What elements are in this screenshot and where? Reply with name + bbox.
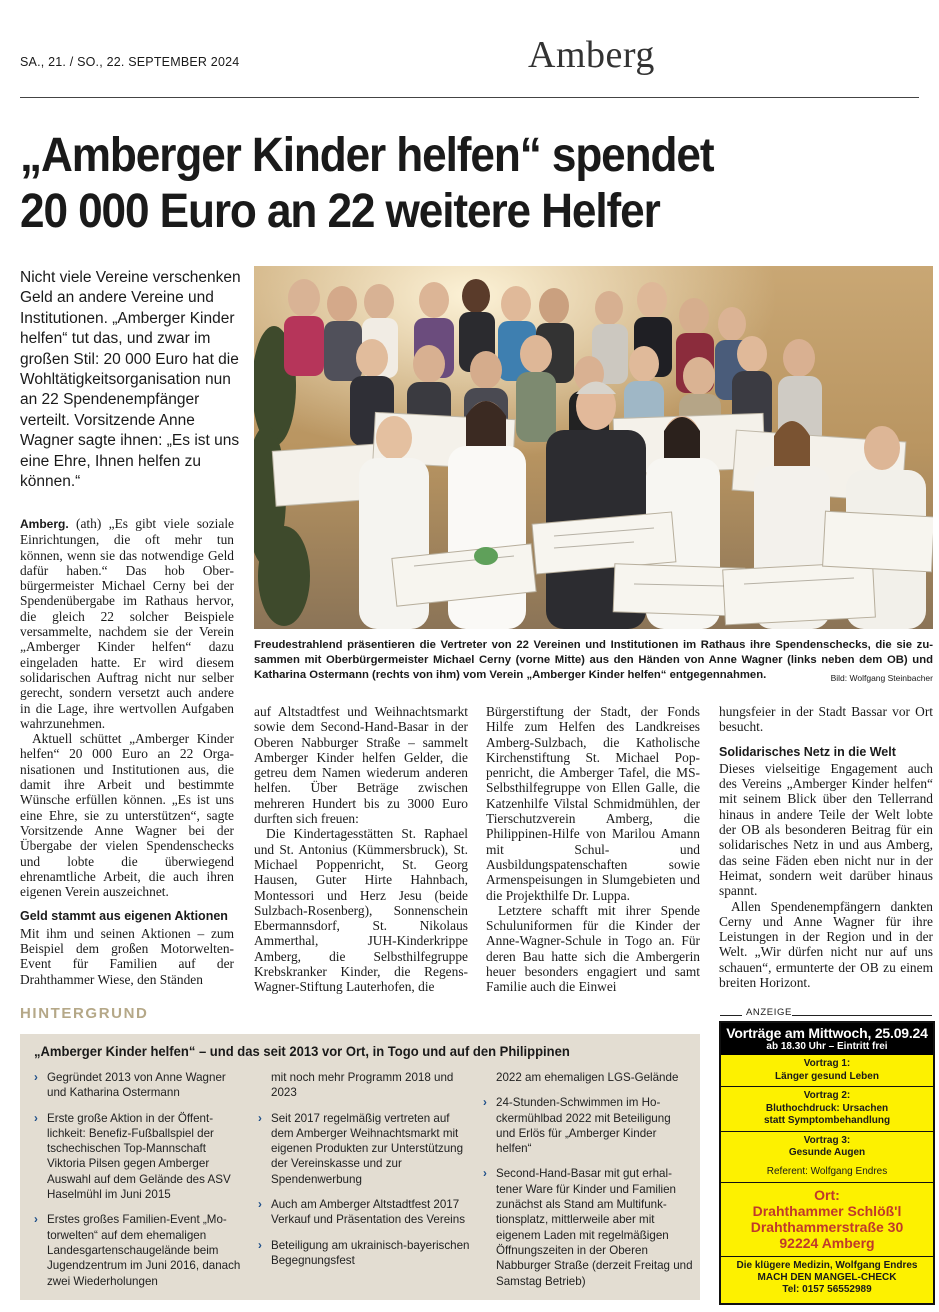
arrow-icon: › [258,1238,262,1252]
lead-paragraph: Nicht viele Vereine verschenken Geld an andere Vereine und Institutionen. „Amberger Kinder helfen“ tut das, und zwar im großen Stil: 20 000 Euro hat die Wohltätigkeitsorganisation nun an 22 Spendenempfänger verteilt. Vorsitzende Anne Wagner sagte ihnen: „Es ist uns eine Ehre, Ihnen helfen zu können.“ [20,269,241,491]
arrow-icon: › [34,1213,38,1227]
list-item: › Beteiligung am ukrainisch-bayerischen Begegnungsfest [258,1238,470,1267]
ad-talk-1: Vortrag 1: Länger gesund Leben [721,1055,933,1087]
article-paragraph: Aktuell schüttet „Amberger Kinder helfen“ 20 000 Euro an 22 Organisationen und Institutionen aus, die damit ihre Arbeit und bestimmte Wünsche erfüllen können. „Es ist uns eine Ehre, sie zu unterstützen“, sagte Vorsitzende Anne Wagner bei der Übergabe der vielen Spendenschecks und lobte die überwiegend ehrenamtliche Arbeit, die auch ihren eigenen Verein auszeichnet. [20,731,234,900]
headline-line-2: 20 000 Euro an 22 weitere Helfer [20,185,660,238]
arrow-icon: › [258,1198,262,1212]
header-divider [20,97,919,98]
list-item: › Erste große Aktion in der Öffentlichkeit: Benefiz-Fußballspiel der tschechischen Top-Mannschaft Viktoria Pilsen gegen Amberger Auswahl auf dem Gelände des ASV Haselmühl im Juni 2015 [34,1111,231,1202]
ad-title: Vorträge am Mittwoch, 25.09.24 [726,1025,928,1041]
issue-date: SA., 21. / SO., 22. SEPTEMBER 2024 [20,55,240,69]
list-item-continued: mit noch mehr Programm 2018 und 2023 [271,1071,454,1100]
list-item-continued: 2022 am ehemaligen LGS-Gelände [496,1071,679,1084]
article-paragraph: hungsfeier in der Stadt Bassar vor Ort besucht. [719,704,933,735]
ad-talk-3: Vortrag 3: Gesunde Augen [788,1134,866,1158]
list-item: › 24-Stunden-Schwimmen im Hockermühlbad 2022 mit Beteiligung und Erlös für „Amberger Kinder helfen“ [483,1096,671,1156]
ad-location: Ort: Drahthammer Schlöß'l Drahthammerstraße 30 92224 Amberg [721,1183,933,1257]
section-title: Amberg [528,34,655,76]
list-item: › Second-Hand-Basar mit gut erhaltener Ware für Kinder und Familien zunächst als Stand am Multifunktionsplatz, mittlerweile aber mit eigenem Laden mit regelmäßigen Öffnungszeiten in der Oberen Nabburger Straße (derzeit Freitag und Samstag Betrieb) [483,1167,693,1288]
photo-caption [254,638,933,686]
hintergrund-column-1 [34,1070,244,1299]
ad-label-rule [792,1015,932,1016]
ad-phone: Tel: 0157 56552989 [782,1283,872,1295]
article-paragraph: Mit ihm und seinen Aktionen – zum Beispiel dem großen Motorwelten-Event für Familien auf der Drahthammer Wiese, den Ständen [20,925,234,987]
article-paragraph: Die Kindertagesstätten St. Raphael und St. Antonius (Kümmersbruck), St. Michael Poppenricht, St. Georg Hausen, Guter Hirte Hahnbach, Montessori und Herz Jesu (beide Sulzbach-Rosenberg), Sonnenschein Ebermannsdorf, St. Nikolaus Ammerthal, JUH-Kinderkrippe Amberg, die Selbsthilfegruppe Krebskranker Kinder, die Regens-Wagner-Stiftung Lauterhofen, die [254,826,468,995]
hintergrund-column-3 [483,1070,693,1299]
list-item: › Gegründet 2013 von Anne Wagner und Katharina Ostermann [34,1071,226,1100]
article-paragraph: Bürgerstiftung der Stadt, der Fonds Hilfe zum Helfen des Landkreises Amberg-Sulzbach, die Katholische Kirchenstiftung St. Michael Poppenricht, die Amberger Tafel, die MS-Selbsthilfegruppe von Ellen Galle, die Katzenhilfe Vilstal Schmidmühlen, der Tierschutzverein Amberg, die Philippinen-Hilfe von Marilou Amann mit Schul- und Ausbildungspatenschaften sowie Armenspeisungen in Slumgebieten und die Projekthilfe Dr. Luppa. [486,704,700,903]
article-paragraph: auf Altstadtfest und Weihnachtsmarkt sowie dem Second-Hand-Basar in der Oberen Nabburger Straße – sammelt Amberger Kinder helfen Gelder, die getreu dem Namen wiederum anderen helfen. Über Beträge zwischen mehreren Hundert bis zu 3000 Euro durften sich freuen: [254,704,468,827]
subheading: Solidarisches Netz in die Welt [719,744,896,759]
article-column-1 [20,516,234,987]
article-paragraph: Allen Spendenempfängern dankten Cerny und Anne Wagner für ihre Leistungen in der Region und in der Welt. „Wir dürfen nicht nur auf uns schauen“, ermunterte der OB zu einem breiten Horizont. [719,898,933,991]
list-item: › Auch am Amberger Altstadtfest 2017 Verkauf und Präsentation des Vereins [258,1198,466,1227]
ad-label-rule [720,1015,742,1016]
headline [20,128,848,240]
ad-talk-2: Vortrag 2: Bluthochdruck: Ursachen statt Symptombehandlung [721,1087,933,1132]
hintergrund-title: „Amberger Kinder helfen“ – und das seit 2013 vor Ort, in Togo und auf den Philippinen [34,1043,570,1059]
ad-label: ANZEIGE [746,1007,792,1018]
headline-line-1: „Amberger Kinder helfen“ spendet [20,129,714,182]
article-column-4 [719,704,933,990]
hintergrund-label: HINTERGRUND [20,1005,149,1022]
group-photo [254,266,933,629]
article-column-3 [486,704,700,995]
ad-footer: Die klügere Medizin, Wolfgang Endres MACH DEN MANGEL-CHECK Tel: 0157 56552989 [721,1257,933,1299]
caption-text: Freudestrahlend präsentieren die Vertreter von 22 Vereinen und Institutionen im Rathaus ihre Spendenschecks, die sie zusammen mit Oberbürgermeister Michael Cerny (vorne Mitte) aus den Händen von Anne Wagner (links neben dem OB) und Katharina Ostermann (rechts von ihm) vom Verein „Amberger Kinder helfen“ entgegennahmen. [254,639,933,681]
ad-header [721,1023,933,1055]
article-column-2 [254,704,468,995]
arrow-icon: › [258,1111,262,1125]
article-paragraph: Dieses vielseitige Engagement auch des Vereins „Amberger Kinder helfen“ mit seinem Blick über den Tellerrand hinaus in andere Teile der Welt lobte der OB als besonderen Beitrag für ein solidarisches Netz in und aus Amberg, das seine Fäden eben nicht nur in der Heimat, sondern weit darüber hinaus spannt. [719,760,933,899]
advertisement [719,1021,935,1305]
article-paragraph: Amberg. (ath) „Es gibt viele soziale Einrichtungen, die oft mehr tun können, wenn sie das notwendige Geld dafür haben.“ Das hob Oberbürgermeister Michael Cerny bei der Spendenübergabe im Rathaus hervor, die gleich 22 solcher Beispiele versammelte, nachdem sie der Verein „Amberger Kinder helfen“ dazu eingeladen hatte. Er wird diesem solidarischen Auftrag nicht nur selber gerecht, sondern versetzt auch andere in die Lage, ihre wertvollen Aufgaben wahrzunehmen. [20,516,234,731]
photo-credit: Bild: Wolfgang Steinbacher [830,673,933,683]
subheading: Geld stammt aus eigenen Aktionen [20,909,228,924]
arrow-icon: › [483,1096,487,1110]
article-paragraph: Letztere schafft mit ihrer Spende Schuluniformen für die Kinder der Anne-Wagner-Schule in Togo an. Für deren Bau hatte sich die Ambergerin heuer besonders engagiert und samt Familie auch die Einwei [486,902,700,995]
list-item: › Erstes großes Familien-Event „Motorwelten“ auf dem ehemaligen Landesgartenschaugelände beim Jugendzentrum im Juni 2016, danach zwei Wiederholungen [34,1213,241,1288]
arrow-icon: › [483,1167,487,1181]
arrow-icon: › [34,1111,38,1125]
dateline: Amberg. [20,517,69,531]
ad-referent: Referent: Wolfgang Endres [721,1163,933,1183]
arrow-icon: › [34,1071,38,1084]
hintergrund-column-2 [258,1070,474,1278]
ad-subtitle: ab 18.30 Uhr – Eintritt frei [766,1041,888,1052]
list-item: › Seit 2017 regelmäßig vertreten auf dem Amberger Weihnachtsmarkt mit eigenen Produkten zur Unterstützung der Vereinskasse und zur Spendenwerbung [258,1111,464,1186]
